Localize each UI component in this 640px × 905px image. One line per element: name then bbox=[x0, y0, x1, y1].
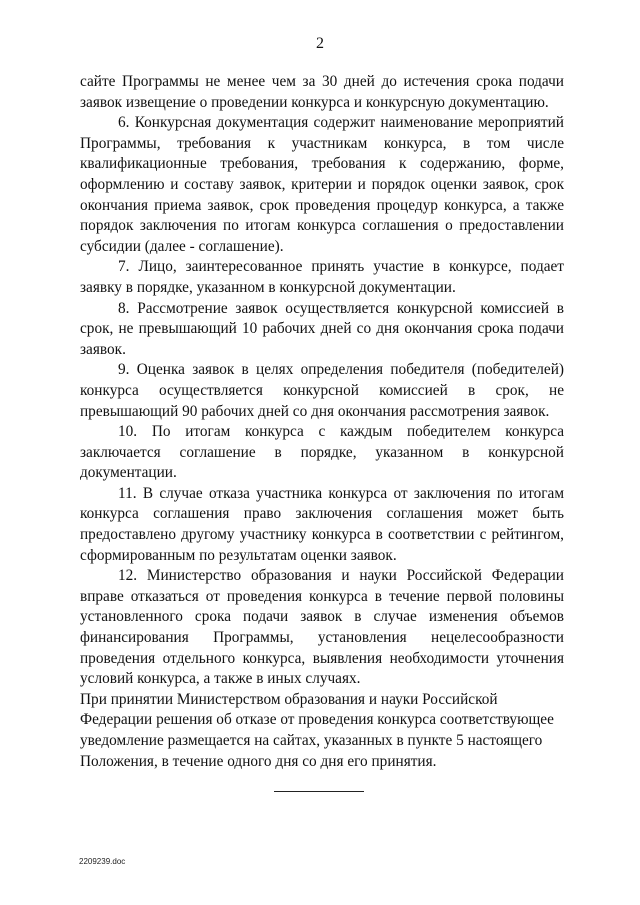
signature-line bbox=[274, 791, 364, 792]
paragraph-item-8: 8. Рассмотрение заявок осуществляется конкурсной комиссией в срок, не превышающий 10 рабочих дней со дня окончания срока подачи заявок. bbox=[80, 299, 564, 358]
paragraph-item-11: 11. В случае отказа участника конкурса от заключения по итогам конкурса соглашения право заключения соглашения может быть предоставлено другому участнику конкурса в соответствии с рейтингом, сформированным по результатам оценки заявок. bbox=[80, 484, 564, 564]
paragraph-refusal-notice: При принятии Министерством образования и науки Российской Федерации решения об отказе от проведения конкурса соответствующее уведомление размещается на сайтах, указанных в пункте 5 настоящего Положения, в течение одного дня со дня его принятия. bbox=[80, 690, 554, 770]
paragraph-item-6: 6. Конкурсная документация содержит наименование мероприятий Программы, требования к участникам конкурса, в том числе квалификационные требования, требования к содержанию, форме, оформлению и составу заявок, критерии и порядок оценки заявок, срок окончания приема заявок, срок проведения процедур конкурса, а также порядок заключения по итогам конкурса соглашения о предоставлении субсидии (далее - соглашение). bbox=[80, 114, 564, 255]
paragraph-continuation: сайте Программы не менее чем за 30 дней до истечения срока подачи заявок извещение о проведении конкурса и конкурсную документацию. bbox=[80, 73, 564, 111]
paragraph-item-12: 12. Министерство образования и науки Российской Федерации вправе отказаться от проведения конкурса в течение первой половины установленного срока подачи заявок в случае изменения объемов финансирования Программы, установления нецелесообразности проведения отдельного конкурса, выявления необходимости уточнения условий конкурса, а также в иных случаях. bbox=[80, 567, 564, 688]
paragraph-item-10: 10. По итогам конкурса с каждым победителем конкурса заключается соглашение в порядке, указанном в конкурсной документации. bbox=[80, 423, 564, 482]
document-body bbox=[80, 72, 564, 772]
paragraph-item-7: 7. Лицо, заинтересованное принять участие в конкурсе, подает заявку в порядке, указанном в конкурсной документации. bbox=[80, 258, 564, 296]
paragraph-item-9: 9. Оценка заявок в целях определения победителя (победителей) конкурса осуществляется конкурсной комиссией в срок, не превышающий 90 рабочих дней со дня окончания рассмотрения заявок. bbox=[80, 361, 564, 420]
page-number: 2 bbox=[316, 35, 324, 52]
footer-file-name: 2209239.doc bbox=[79, 857, 126, 866]
